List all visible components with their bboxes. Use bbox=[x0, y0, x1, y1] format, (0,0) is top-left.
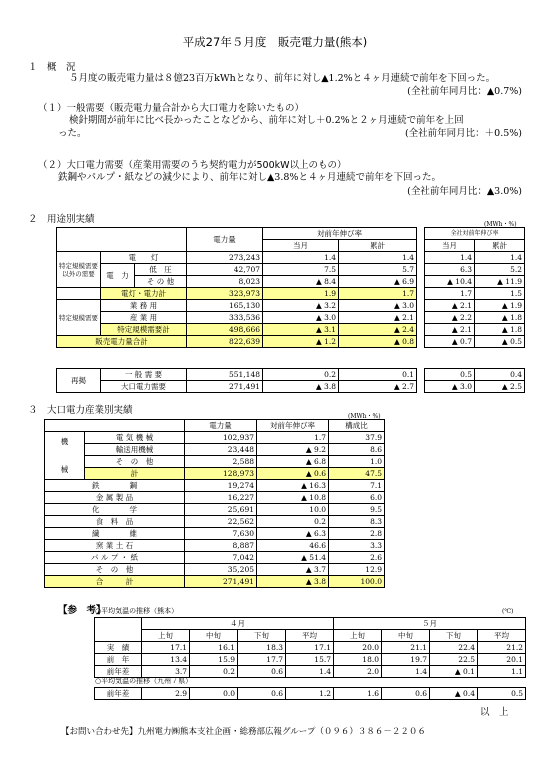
group-label: 特定規模需要 bbox=[57, 300, 101, 336]
table-row: 輸送用機械 23,448 ▲ 9.2 8.6 bbox=[45, 444, 385, 456]
table-row: 合 計 271,491 ▲ 3.8 100.0 bbox=[45, 576, 385, 588]
table-row: 電 力 低 圧 42,707 7.5 5.7 bbox=[57, 264, 417, 276]
sub2-text: 鉄鋼やパルプ・紙などの減少により、前年に対し▲3.8%と４ヶ月連続で前年を下回った。 bbox=[58, 172, 441, 183]
table-row: 販売電力量合計 822,639 ▲ 1.2 ▲ 0.8 bbox=[57, 336, 417, 348]
month-may: ５月 bbox=[334, 618, 526, 630]
table-row: 前年差 3.7 0.2 0.6 1.4 2.0 1.4 ▲ 0.1 1.1 bbox=[95, 666, 526, 678]
col-month: 当月 bbox=[425, 240, 475, 252]
table-row: 食 料 品 22,562 0.2 8.3 bbox=[45, 516, 385, 528]
table-row: 繊 維 7,630 ▲ 6.3 2.8 bbox=[45, 528, 385, 540]
table-row: 計 128,973 ▲ 0.6 47.5 bbox=[45, 468, 385, 480]
table-row: 機 械 電 気 機 械 102,937 1.7 37.9 bbox=[45, 432, 385, 444]
table-row: 鉄 鋼 19,274 ▲ 16.3 7.1 bbox=[45, 480, 385, 492]
contact-info: 【お問い合わせ先】九州電力㈱熊本支社企画・総務部広報グループ（０９６）３８６－２２０６ bbox=[61, 727, 426, 737]
table-row: 特定規模需要以外の需要 電 灯 273,243 1.4 1.4 bbox=[57, 252, 417, 264]
row-label: 特定規模需要計 bbox=[101, 324, 187, 336]
group-label: 機 械 bbox=[45, 432, 85, 480]
table-row: 再掲 一 般 需 要 551,148 0.2 0.1 bbox=[57, 369, 417, 381]
row-label: そ の 他 bbox=[135, 276, 187, 288]
recap-company-table: 0.5 0.4 ▲ 3.0 ▲ 2.5 bbox=[424, 368, 525, 393]
s2-unit: (MWh・%) bbox=[484, 221, 517, 228]
row-label: 電灯・電力計 bbox=[101, 288, 187, 300]
row-label: 合 計 bbox=[45, 576, 185, 588]
s3-unit: (MWh・%) bbox=[348, 413, 381, 420]
sub1-note: (全社前年同月比：＋0.5%) bbox=[404, 128, 522, 139]
col-cum: 累計 bbox=[339, 240, 417, 252]
table-row: 大口電力需要 271,491 ▲ 3.8 ▲ 2.7 bbox=[57, 381, 417, 393]
temperature-table: ４月 ５月 上旬 中旬 下旬 平均 上旬 中旬 下旬 平均 実 績 17.1 16.1 18.3 17.1 20.0 21.1 22.4 21.2 前 年 13.4 15.9 17.7 15.7 18.0 19.7 22.5 20.1 前年差 3.7 0.2 0.6 1.4 2.0 1.4 ▲ 0.1 1.1 bbox=[94, 617, 526, 678]
section-1-heading: １ 概 況 bbox=[28, 62, 76, 73]
usage-table bbox=[56, 227, 417, 348]
sub2-note: (全社前年同月比：▲3.0%) bbox=[407, 186, 522, 197]
group-label: 特定規模需要以外の需要 bbox=[57, 252, 101, 288]
table-row: そ の 他 2,588 ▲ 6.8 1.0 bbox=[45, 456, 385, 468]
row-label: そ の 他 bbox=[45, 564, 185, 576]
col-company: 全社対前年伸び率 bbox=[425, 228, 525, 240]
table-row: 前年差 2.9 0.0 0.6 1.2 1.6 0.6 ▲ 0.4 0.5 bbox=[95, 688, 526, 700]
col-cum: 累計 bbox=[475, 240, 525, 252]
col-share: 構成比 bbox=[329, 420, 385, 432]
table-row: 電灯・電力計 323,973 1.9 1.7 bbox=[57, 288, 417, 300]
company-table: 全社対前年伸び率 当月 累計 1.4 1.4 6.3 5.2 ▲ 10.4 ▲ 11.9 1.7 1.5 ▲ 2.1 ▲ 1.9 ▲ 2.2 ▲ 1.8 ▲ 2.1 ▲ 1.8 ▲ 0.7 ▲ 0.5 bbox=[424, 227, 525, 348]
table-row: 前 年 13.4 15.9 17.7 15.7 18.0 19.7 22.5 20.1 bbox=[95, 654, 526, 666]
row-label: パ ル プ ・ 紙 bbox=[45, 552, 185, 564]
industry-table bbox=[44, 419, 385, 588]
row-label: 輸送用機械 bbox=[85, 444, 185, 456]
table-row: 特定規模需要計 498,666 ▲ 3.1 ▲ 2.4 bbox=[57, 324, 417, 336]
sub1-text: 検針期間が前年に比べ長かったことなどから、前年に対し＋0.2%と２ヶ月連続で前年を上回 bbox=[69, 115, 464, 126]
col-yoy: 対前年伸び率 bbox=[263, 228, 417, 240]
end-mark: 以 上 bbox=[480, 707, 509, 718]
table-row: 金 属 製 品 16,227 ▲ 10.8 6.0 bbox=[45, 492, 385, 504]
row-label: 食 料 品 bbox=[45, 516, 185, 528]
overview-note: (全社前年同月比：▲0.7%) bbox=[407, 86, 522, 97]
reference-heading: 【参 考】 bbox=[58, 605, 106, 616]
col-month: 当月 bbox=[263, 240, 339, 252]
kyushu-heading: ○平均気温の推移（九州７県） bbox=[95, 677, 193, 685]
month-april: ４月 bbox=[142, 618, 334, 630]
temp-unit: (℃) bbox=[502, 608, 514, 615]
row-label: 低 圧 bbox=[135, 264, 187, 276]
row-label: そ の 他 bbox=[85, 456, 185, 468]
table-row: 化 学 25,691 10.0 9.5 bbox=[45, 504, 385, 516]
row-label: 金 属 製 品 bbox=[45, 492, 185, 504]
row-label: 繊 維 bbox=[45, 528, 185, 540]
row-label: 鉄 鋼 bbox=[45, 480, 185, 492]
table-row: 特定規模需要 業 務 用 165,130 ▲ 3.2 ▲ 3.0 bbox=[57, 300, 417, 312]
row-label: 一 般 需 要 bbox=[101, 369, 187, 381]
row-label: 電 気 機 械 bbox=[85, 432, 185, 444]
row-label: 業 務 用 bbox=[101, 300, 187, 312]
sub1-text-cont: った。 bbox=[58, 128, 87, 139]
section-2-heading: ２ 用途別実績 bbox=[28, 214, 95, 225]
group-label: 再掲 bbox=[57, 369, 101, 393]
table-row: 産 業 用 333,536 ▲ 3.0 ▲ 2.1 bbox=[57, 312, 417, 324]
table-row: パ ル プ ・ 紙 7,042 ▲ 51.4 2.6 bbox=[45, 552, 385, 564]
kyushu-table bbox=[94, 687, 526, 700]
row-label: 計 bbox=[85, 468, 185, 480]
row-label: 電 灯 bbox=[101, 252, 187, 264]
row-label: 窯 業 土 石 bbox=[45, 540, 185, 552]
row-label: 販売電力量合計 bbox=[57, 336, 187, 348]
col-yoy: 対前年伸び率 bbox=[257, 420, 329, 432]
sub2-heading: （２）大口電力需要（産業用需要のうち契約電力が500kW以上のもの） bbox=[38, 160, 347, 171]
overview-text: ５月度の販売電力量は８億23百万kWhとなり、前年に対し▲1.2%と４ヶ月連続で前年を下回った。 bbox=[69, 73, 496, 84]
row-label: 電 力 bbox=[101, 264, 135, 288]
table-row: 実 績 17.1 16.1 18.3 17.1 20.0 21.1 22.4 21.2 bbox=[95, 642, 526, 654]
table-row: そ の 他 35,205 ▲ 3.7 12.9 bbox=[45, 564, 385, 576]
table-row: 窯 業 土 石 8,887 46.6 3.3 bbox=[45, 540, 385, 552]
page-title: 平成27年５月度 販売電力量(熊本) bbox=[182, 35, 368, 49]
col-power: 電力量 bbox=[187, 228, 263, 252]
section-3-heading: ３ 大口電力産業別実績 bbox=[28, 405, 133, 416]
row-label: 大口電力需要 bbox=[101, 381, 187, 393]
row-label: 化 学 bbox=[45, 504, 185, 516]
col-power: 電力量 bbox=[185, 420, 257, 432]
table-row: そ の 他 8,023 ▲ 8.4 ▲ 6.9 bbox=[57, 276, 417, 288]
sub1-heading: （１）一般需要（販売電力量合計から大口電力を除いたもの） bbox=[38, 103, 305, 114]
temp-heading: ○平均気温の推移（熊本） bbox=[95, 607, 179, 615]
recap-table bbox=[56, 368, 417, 393]
row-label: 産 業 用 bbox=[101, 312, 187, 324]
